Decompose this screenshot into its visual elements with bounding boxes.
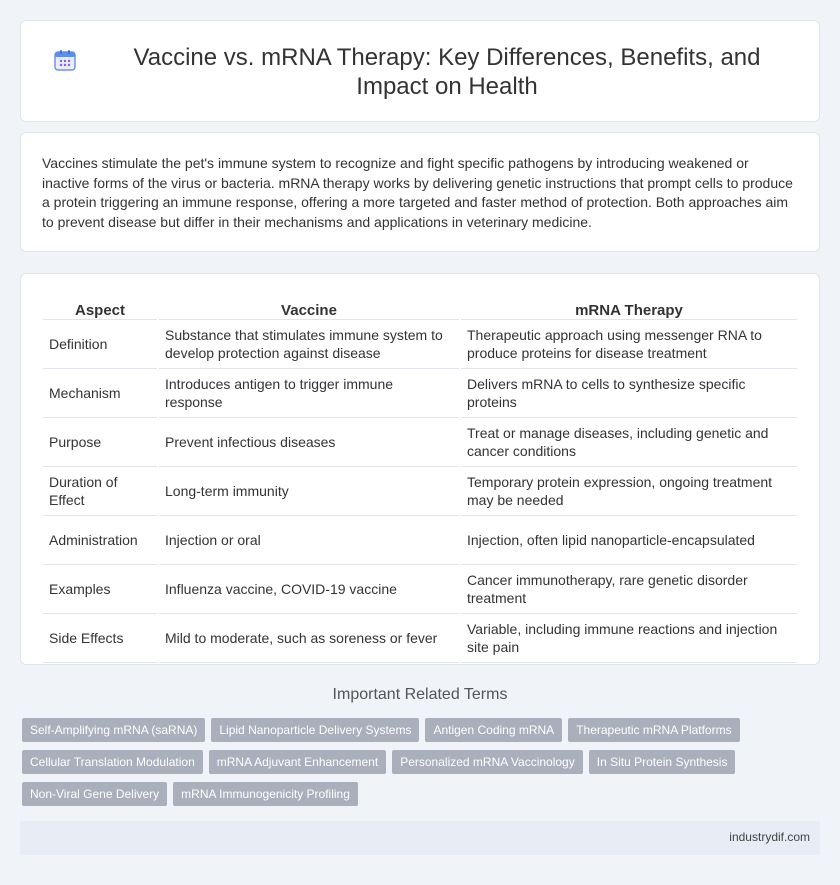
row-mrna: Therapeutic approach using messenger RNA to produce proteins for disease treatment: [460, 319, 797, 368]
related-term-tag[interactable]: Therapeutic mRNA Platforms: [568, 718, 739, 742]
row-aspect: Administration: [43, 515, 158, 564]
related-term-tag[interactable]: Antigen Coding mRNA: [425, 718, 562, 742]
comparison-table: [43, 295, 797, 663]
table-row: [43, 564, 797, 613]
table-row: [43, 515, 797, 564]
related-term-tag[interactable]: In Situ Protein Synthesis: [589, 750, 736, 774]
header-mrna-therapy: mRNA Therapy: [460, 295, 797, 319]
row-vaccine: Introduces antigen to trigger immune response: [158, 368, 460, 417]
row-vaccine: Prevent infectious diseases: [158, 417, 460, 466]
table-row: [43, 613, 797, 662]
table-header-row: [43, 295, 797, 319]
row-mrna: Cancer immunotherapy, rare genetic disorder treatment: [460, 564, 797, 613]
row-vaccine: Long-term immunity: [158, 466, 460, 515]
table-row: [43, 466, 797, 515]
row-vaccine: Injection or oral: [158, 515, 460, 564]
table-row: [43, 417, 797, 466]
row-mrna: Treat or manage diseases, including genetic and cancer conditions: [460, 417, 797, 466]
related-term-tag[interactable]: Non-Viral Gene Delivery: [22, 782, 167, 806]
row-aspect: Side Effects: [43, 613, 158, 662]
row-vaccine: Mild to moderate, such as soreness or fever: [158, 613, 460, 662]
related-term-tag[interactable]: Personalized mRNA Vaccinology: [392, 750, 583, 774]
row-aspect: Duration of Effect: [43, 466, 158, 515]
intro-card: [20, 132, 820, 252]
row-aspect: Mechanism: [43, 368, 158, 417]
footer-site-link[interactable]: industrydif.com: [729, 830, 810, 844]
row-mrna: Variable, including immune reactions and injection site pain: [460, 613, 797, 662]
row-aspect: Purpose: [43, 417, 158, 466]
intro-paragraph: Vaccines stimulate the pet's immune system to recognize and fight specific pathogens by introducing weakened or inactive forms of the virus or bacteria. mRNA therapy works by delivering genetic instructions that prompt cells to produce a protein triggering an immune response, offering a more targeted and faster method of protection. Both approaches aim to prevent disease but differ in their mechanisms and applications in veterinary medicine.: [42, 155, 793, 230]
row-vaccine: Influenza vaccine, COVID-19 vaccine: [158, 564, 460, 613]
row-aspect: Examples: [43, 564, 158, 613]
related-term-tag[interactable]: Cellular Translation Modulation: [22, 750, 203, 774]
row-aspect: Definition: [43, 319, 158, 368]
header-aspect: Aspect: [43, 295, 158, 319]
related-term-tag[interactable]: mRNA Adjuvant Enhancement: [209, 750, 386, 774]
related-term-tag[interactable]: Self-Amplifying mRNA (saRNA): [22, 718, 205, 742]
related-terms-heading: Important Related Terms: [332, 686, 508, 703]
row-mrna: Injection, often lipid nanoparticle-encapsulated: [460, 515, 797, 564]
related-terms-list: [22, 718, 822, 814]
header-vaccine: Vaccine: [158, 295, 460, 319]
row-mrna: Delivers mRNA to cells to synthesize specific proteins: [460, 368, 797, 417]
page-title: Vaccine vs. mRNA Therapy: Key Differences, Benefits, and Impact on Health: [133, 44, 761, 100]
table-row: [43, 368, 797, 417]
related-term-tag[interactable]: mRNA Immunogenicity Profiling: [173, 782, 358, 806]
row-mrna: Temporary protein expression, ongoing treatment may be needed: [460, 466, 797, 515]
comparison-table-card: [20, 273, 820, 665]
title-card: [20, 20, 820, 122]
related-term-tag[interactable]: Lipid Nanoparticle Delivery Systems: [211, 718, 419, 742]
footer: [20, 821, 820, 855]
table-row: [43, 319, 797, 368]
row-vaccine: Substance that stimulates immune system to develop protection against disease: [158, 319, 460, 368]
